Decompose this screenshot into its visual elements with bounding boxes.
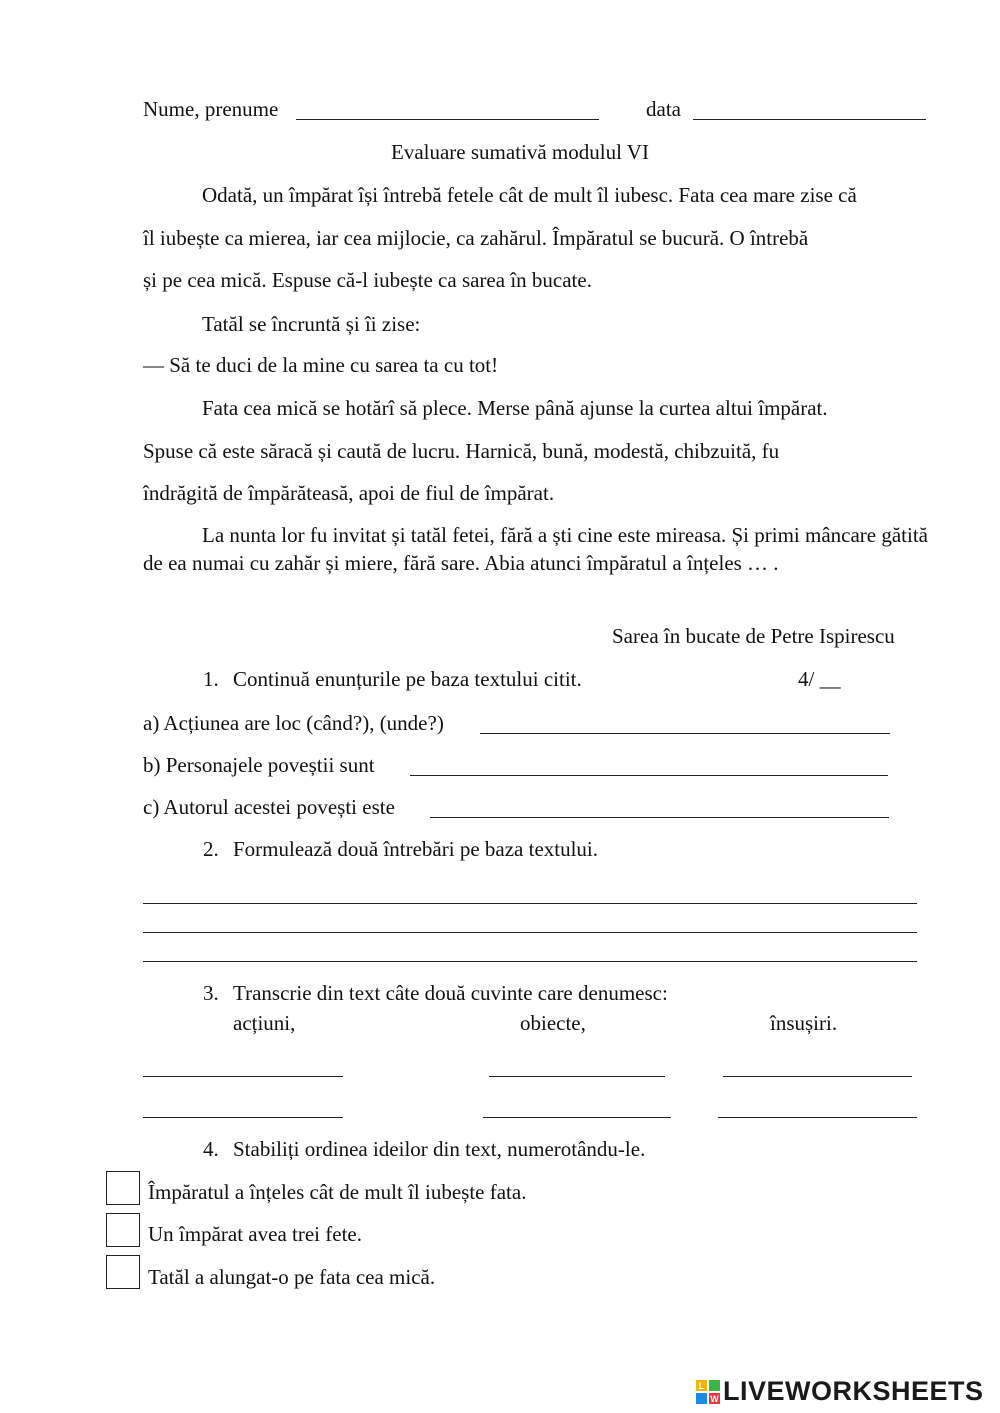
date-label: data xyxy=(646,97,681,121)
q1-b-answer[interactable] xyxy=(410,775,888,776)
q4-text: Stabiliți ordinea ideilor din text, numerotându-le. xyxy=(233,1137,646,1161)
logo-letter-w: W xyxy=(710,1393,719,1404)
q1-c-answer[interactable] xyxy=(430,817,889,818)
q3-text: Transcrie din text câte două cuvinte care denumesc: xyxy=(233,981,668,1005)
order-item-3: Tatăl a alungat-o pe fata cea mică. xyxy=(148,1265,436,1289)
story-line: Tatăl se încruntă și îi zise: xyxy=(202,312,421,336)
order-item-1: Împăratul a înțeles cât de mult îl iubește fata. xyxy=(148,1180,527,1204)
q3-objects-answer-1[interactable] xyxy=(489,1076,665,1077)
q1-c-label: c) Autorul acestei povești este xyxy=(143,795,395,819)
order-box-1[interactable] xyxy=(106,1171,140,1205)
q3-col-objects: obiecte, xyxy=(520,1011,586,1035)
q1-a-answer[interactable] xyxy=(480,733,890,734)
order-box-3[interactable] xyxy=(106,1255,140,1289)
story-line: Fata cea mică se hotărî să plece. Merse până ajunse la curtea altui împărat. xyxy=(202,396,828,420)
story-line: îl iubește ca mierea, iar cea mijlocie, ca zahărul. Împăratul se bucură. O întrebă xyxy=(143,226,809,250)
q1-b-label: b) Personajele poveștii sunt xyxy=(143,753,375,777)
q1-text: Continuă enunțurile pe baza textului citit. xyxy=(233,667,582,691)
date-field[interactable] xyxy=(693,119,926,120)
q3-qualities-answer-1[interactable] xyxy=(723,1076,912,1077)
story-line: Spuse că este săracă și caută de lucru. Harnică, bună, modestă, chibzuită, fu xyxy=(143,439,780,463)
q3-qualities-answer-2[interactable] xyxy=(718,1117,917,1118)
q1-score: 4/ __ xyxy=(798,667,841,691)
story-paragraph: La nunta lor fu invitat și tatăl fetei, fără a ști cine este mireasa. Și primi mâncare gătită de ea numai cu zahăr și miere, fără sare. Abia atunci împăratul a înțeles … . xyxy=(143,523,928,575)
q2-answer-line-3[interactable] xyxy=(143,961,917,962)
liveworksheets-logo xyxy=(696,1378,984,1405)
liveworksheets-logo-icon xyxy=(696,1380,720,1404)
story-source: Sarea în bucate de Petre Ispirescu xyxy=(612,624,895,648)
q3-number: 3. xyxy=(203,981,219,1005)
q3-actions-answer-2[interactable] xyxy=(143,1117,343,1118)
q1-a-label: a) Acțiunea are loc (când?), (unde?) xyxy=(143,711,444,735)
story-line: îndrăgită de împărăteasă, apoi de fiul de împărat. xyxy=(143,481,555,505)
story-line: — Să te duci de la mine cu sarea ta cu tot! xyxy=(143,353,499,377)
story-line: și pe cea mică. Espuse că-l iubește ca sarea în bucate. xyxy=(143,268,592,292)
logo-text: LIVEWORKSHEETS xyxy=(723,1376,984,1406)
name-label: Nume, prenume xyxy=(143,97,279,121)
story-line: Odată, un împărat își întrebă fetele cât de mult îl iubesc. Fata cea mare zise că xyxy=(202,183,857,207)
q2-text: Formulează două întrebări pe baza textului. xyxy=(233,837,599,861)
q1-number: 1. xyxy=(203,667,219,691)
q3-col-qualities: însușiri. xyxy=(770,1011,838,1035)
q3-objects-answer-2[interactable] xyxy=(483,1117,671,1118)
q3-col-actions: acțiuni, xyxy=(233,1011,296,1035)
order-box-2[interactable] xyxy=(106,1213,140,1247)
q2-answer-line-2[interactable] xyxy=(143,932,917,933)
order-item-2: Un împărat avea trei fete. xyxy=(148,1222,362,1246)
page-title: Evaluare sumativă modulul VI xyxy=(391,140,649,164)
logo-letter-l: L xyxy=(698,1380,705,1391)
q3-actions-answer-1[interactable] xyxy=(143,1076,343,1077)
q4-number: 4. xyxy=(203,1137,219,1161)
q2-number: 2. xyxy=(203,837,219,861)
name-field[interactable] xyxy=(296,119,599,120)
q2-answer-line-1[interactable] xyxy=(143,903,917,904)
